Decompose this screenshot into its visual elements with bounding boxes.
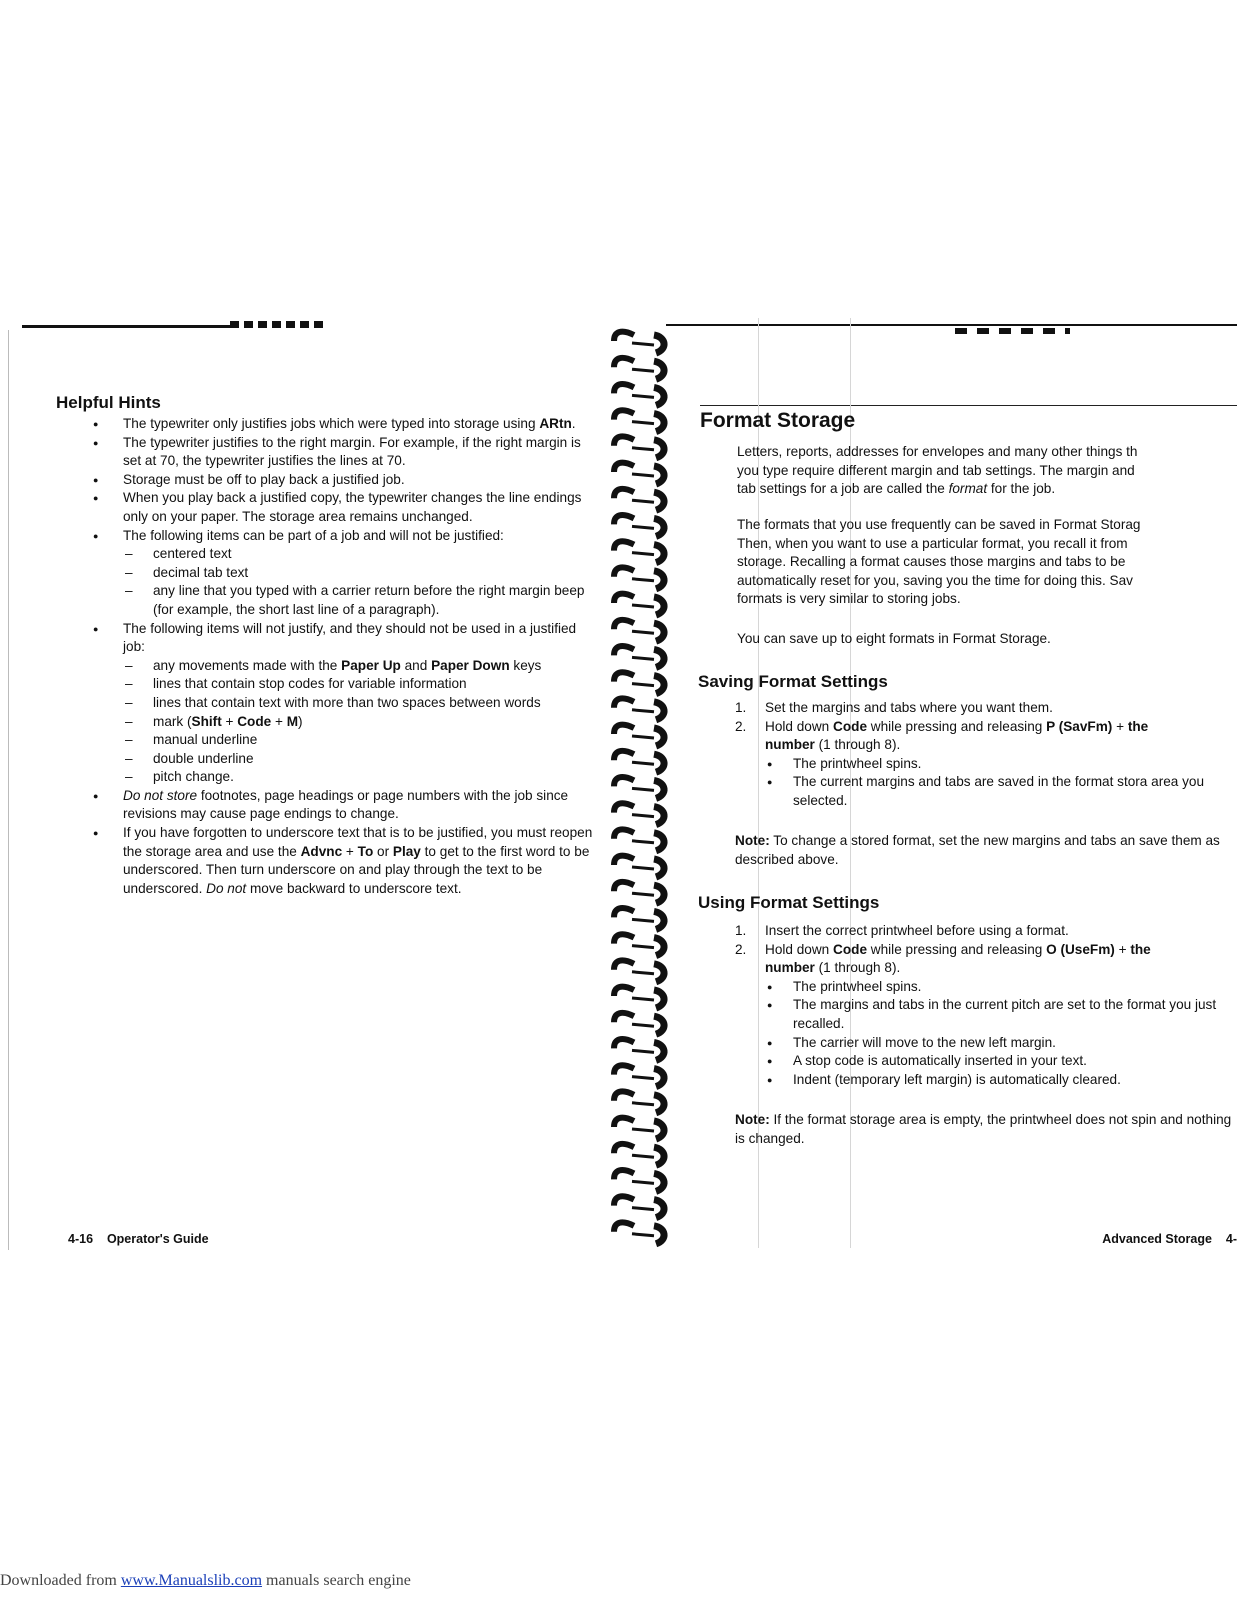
hint-text	[123, 527, 593, 546]
intro-paragraph	[737, 443, 1237, 499]
bold-text: Advnc	[300, 843, 343, 859]
text-run: while pressing and releasing	[867, 941, 1047, 957]
italic-text: Do not	[206, 880, 247, 896]
italic-text: format	[948, 481, 988, 497]
bold-text: Code	[833, 718, 867, 734]
bold-text: Paper Up	[341, 657, 401, 673]
hint-text	[123, 824, 593, 898]
text-run: you type require different margin and tab settings. The margin and	[737, 462, 1135, 478]
step-bullet	[765, 755, 1237, 774]
note-label: Note:	[735, 1112, 770, 1127]
bold-text: the	[1127, 718, 1149, 734]
top-rule	[666, 324, 1237, 326]
hint-text	[123, 471, 593, 490]
paragraph-line	[737, 553, 1237, 572]
scan-edge-line	[8, 330, 9, 1250]
text-run: The printwheel spins.	[793, 978, 922, 994]
right-page	[650, 0, 1237, 1600]
text-run: )	[298, 713, 303, 729]
step-bullet	[765, 1052, 1237, 1071]
text-run: When you play back a justified copy, the typewriter changes the line endings only on your paper. The storage area remains unchanged.	[123, 490, 582, 524]
step-text	[765, 941, 1237, 960]
note-text: If the format storage area is empty, the printwheel does not spin and nothing is changed.	[735, 1112, 1232, 1146]
note-label: Note:	[735, 833, 770, 848]
hint-text	[123, 415, 593, 434]
text-run: to get to the first word to be underscored. Then turn underscore on and play through the text to be underscored.	[123, 843, 590, 896]
hint-text	[123, 489, 593, 526]
text-run: Indent (temporary left margin) is automatically cleared.	[793, 1071, 1121, 1087]
hint-subitem	[123, 750, 593, 769]
hint-sublist	[123, 657, 593, 787]
hint-subitem	[123, 545, 593, 564]
right-footer	[1102, 1232, 1237, 1246]
step-text	[765, 922, 1237, 941]
eight-formats-paragraph: You can save up to eight formats in Format Storage.	[737, 631, 1051, 646]
text-run: The typewriter only justifies jobs which were typed into storage using	[123, 416, 540, 431]
bold-text: Shift	[191, 713, 222, 729]
text-run: The formats that you use frequently can be saved in Format Storag	[737, 517, 1141, 532]
text-run: any line that you typed with a carrier return before the right margin beep (for example, the short last line of a paragraph).	[153, 583, 585, 617]
hint-item	[93, 415, 593, 434]
text-run: lines that contain stop codes for variable information	[153, 676, 467, 692]
step-item	[735, 718, 1237, 811]
top-rule	[22, 325, 230, 328]
text-run: automatically reset for you, saving you the time for doing this. Sav	[737, 572, 1133, 588]
hint-subitem	[123, 675, 593, 694]
step-bullets	[765, 978, 1237, 1090]
paragraph-line	[737, 462, 1237, 481]
bold-text: P (SavFm)	[1046, 718, 1113, 734]
text-run: footnotes, page headings or page numbers with the job since revisions may cause page endings to change.	[123, 787, 569, 822]
step-text	[765, 736, 1237, 755]
bold-text: the	[1130, 941, 1151, 957]
text-run: while pressing and releasing	[867, 718, 1047, 734]
page-number: 4-16	[68, 1232, 94, 1246]
footer-title: Operator's Guide	[106, 1232, 209, 1246]
text-run: and	[400, 657, 432, 673]
text-run: mark (	[153, 713, 192, 729]
bold-text: Paper Down	[431, 657, 510, 673]
bold-text: number	[765, 960, 815, 976]
text-run: (1 through 8).	[814, 737, 901, 753]
hint-item	[93, 787, 593, 824]
hint-subitem	[123, 713, 593, 732]
paragraph-line	[737, 480, 1237, 499]
footer-title: Advanced Storage	[1102, 1232, 1212, 1246]
paragraph-line	[737, 535, 1237, 554]
step-number: 1.	[735, 923, 747, 938]
step-bullet	[765, 1071, 1237, 1090]
saving-note	[735, 832, 1237, 869]
using-note	[735, 1111, 1237, 1148]
text-run: (1 through 8).	[814, 960, 901, 976]
step-item	[735, 922, 1237, 941]
download-suffix: manuals search engine	[262, 1572, 411, 1589]
step-bullet	[765, 996, 1237, 1033]
section-heading-format-storage: Format Storage	[700, 409, 856, 432]
text-run: Then, when you want to use a particular format, you recall it from	[737, 535, 1128, 551]
text-run: .	[571, 416, 576, 431]
text-run: Storage must be off to play back a justified job.	[123, 471, 405, 487]
text-run: formats is very similar to storing jobs.	[737, 591, 961, 607]
left-page	[0, 0, 600, 1600]
section-heading-helpful-hints: Helpful Hints	[56, 393, 161, 412]
text-run: Hold down	[765, 941, 834, 957]
italic-text: Do not store	[123, 787, 198, 803]
text-run: The carrier will move to the new left margin.	[793, 1034, 1056, 1050]
hint-subitem	[123, 731, 593, 750]
hint-subitem	[123, 694, 593, 713]
hint-subitem	[123, 657, 593, 676]
text-run: for the job.	[987, 481, 1056, 497]
bold-text: To	[357, 843, 374, 859]
text-run: tab settings for a job are called the	[737, 481, 949, 497]
download-banner	[0, 1572, 411, 1590]
heading-rule	[700, 405, 1237, 406]
left-footer	[68, 1232, 209, 1246]
hint-item	[93, 620, 593, 787]
text-run: Hold down	[765, 718, 834, 734]
text-run: The typewriter justifies to the right margin. For example, if the right margin is set at 70, the typewriter justifies the lines at 70.	[123, 434, 581, 469]
text-run: keys	[509, 657, 542, 673]
paragraph-line	[737, 516, 1237, 535]
step-item	[735, 941, 1237, 1090]
step-bullet	[765, 773, 1237, 810]
page-number: 4-	[1225, 1232, 1237, 1246]
step-number: 2.	[735, 718, 747, 734]
text-run: or	[373, 843, 393, 859]
hint-item	[93, 824, 593, 898]
manualslib-link[interactable]: www.Manualslib.com	[120, 1572, 263, 1589]
text-run: The printwheel spins.	[793, 755, 922, 771]
hint-item	[93, 527, 593, 620]
text-run: storage. Recalling a format causes those margins and tabs to be	[737, 554, 1126, 570]
download-prefix: Downloaded from	[0, 1572, 121, 1589]
format-storage-paragraph	[737, 516, 1237, 609]
text-run: Letters, reports, addresses for envelopes and many other things th	[737, 444, 1138, 459]
text-run: +	[221, 713, 238, 729]
text-run: centered text	[153, 546, 232, 562]
bold-text: M	[286, 713, 299, 729]
top-rule-dashes	[230, 321, 325, 328]
bold-text: Code	[237, 713, 272, 729]
top-rule-dashes	[955, 328, 1070, 334]
hint-subitem	[123, 768, 593, 787]
text-run: A stop code is automatically inserted in your text.	[793, 1053, 1087, 1069]
step-number: 1.	[735, 700, 747, 715]
text-run: Set the margins and tabs where you want them.	[765, 700, 1053, 715]
text-run: move backward to underscore text.	[246, 880, 462, 896]
section-heading-saving-format-settings: Saving Format Settings	[698, 672, 888, 691]
text-run: lines that contain text with more than two spaces between words	[153, 694, 541, 710]
step-bullets	[765, 755, 1237, 811]
text-run: If you have forgotten to underscore text that is to be justified, you must reopen the storage area and use the	[123, 825, 593, 859]
hint-item	[93, 471, 593, 490]
helpful-hints-list	[93, 415, 593, 898]
hint-text	[123, 787, 593, 824]
hint-item	[93, 434, 593, 471]
text-run: Insert the correct printwheel before using a format.	[765, 923, 1069, 938]
step-item	[735, 699, 1237, 718]
bold-text: O (UseFm)	[1046, 941, 1115, 957]
hint-text	[123, 620, 593, 657]
text-run: +	[271, 713, 287, 729]
hint-sublist	[123, 545, 593, 619]
text-run: manual underline	[153, 732, 258, 748]
text-run: The margins and tabs in the current pitch are set to the format you just recalled.	[793, 997, 1217, 1031]
hint-item	[93, 489, 593, 526]
text-run: double underline	[153, 750, 254, 766]
using-steps-list	[735, 922, 1237, 1089]
hint-subitem	[123, 564, 593, 583]
paragraph-line	[737, 443, 1237, 462]
hint-subitem	[123, 582, 593, 619]
text-run: The following items will not justify, and they should not be used in a justified job:	[123, 620, 577, 655]
step-bullet	[765, 1034, 1237, 1053]
hint-text	[123, 434, 593, 471]
note-text: To change a stored format, set the new margins and tabs an save them as described above.	[735, 833, 1220, 867]
text-run: The current margins and tabs are saved in the format stora area you selected.	[793, 774, 1205, 808]
text-run: any movements made with the	[153, 657, 342, 673]
text-run: +	[342, 843, 358, 859]
bold-text: ARtn	[539, 416, 572, 431]
bold-text: Code	[833, 941, 867, 957]
section-heading-using-format-settings: Using Format Settings	[698, 893, 880, 912]
text-run: The following items can be part of a job and will not be justified:	[123, 527, 504, 543]
paragraph-line	[737, 590, 1237, 609]
step-text	[765, 699, 1237, 718]
step-number: 2.	[735, 941, 747, 957]
step-text	[765, 959, 1237, 978]
bold-text: Play	[392, 843, 421, 859]
saving-steps-list	[735, 699, 1237, 811]
text-run: decimal tab text	[153, 564, 249, 580]
text-run: pitch change.	[153, 769, 234, 785]
step-text	[765, 718, 1237, 737]
bold-text: number	[765, 737, 815, 753]
text-run: +	[1112, 718, 1128, 734]
text-run: +	[1114, 941, 1131, 957]
paragraph-line	[737, 572, 1237, 591]
step-bullet	[765, 978, 1237, 997]
